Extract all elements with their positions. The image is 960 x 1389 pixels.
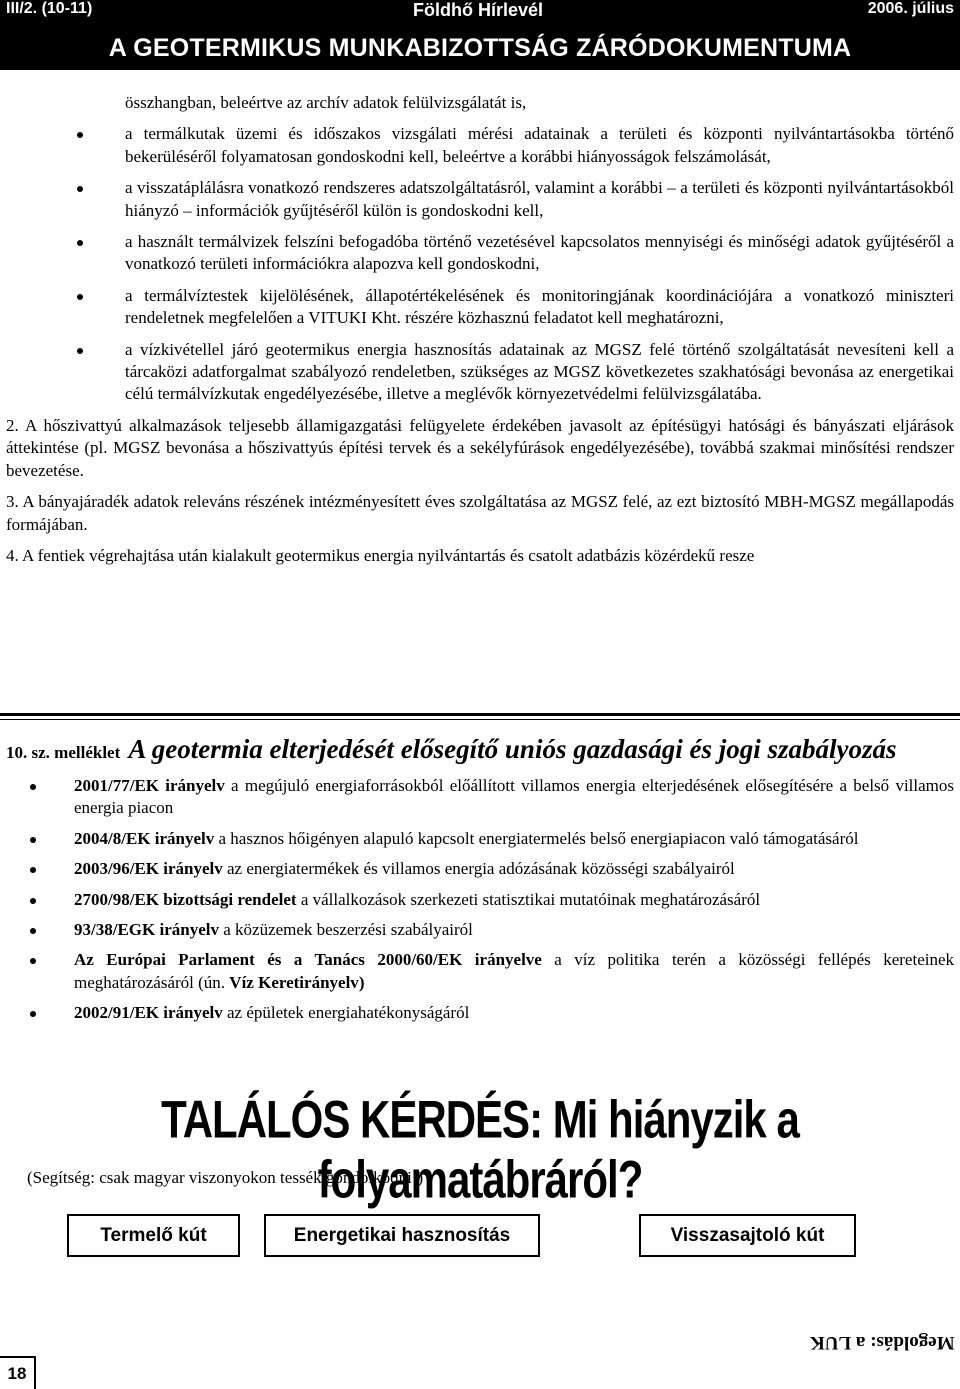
flow-box-production-well: Termelő kút [67,1214,240,1257]
numbered-paragraph: 3. A bányajáradék adatok releváns részének intézményesített éves szolgáltatása az MGSZ felé, az ezt biztosító MBH-MGSZ megállapodás formájában. [6,492,954,534]
regulation-item: Az Európai Parlament és a Tanács 2000/60/EK irányelve a víz politika terén a közösségi fellépés kereteinek meghatározásáról (ún. Víz Keretirányelv) [6,949,954,994]
bullet-dot [77,348,83,354]
bullet-dot [77,294,83,300]
divider-thin [0,719,960,720]
page-number: 18 [0,1356,36,1389]
riddle-hint: (Segítség: csak magyar viszonyokon tessék gondolkodni!) [27,1168,424,1187]
annex-heading [6,734,954,765]
main-text [0,92,960,576]
continuation-text: összhangban, beleértve az archív adatok felülvizsgálatát is, [125,93,527,112]
bullet-item: a visszatáplálásra vonatkozó rendszeres adatszolgáltatásról, valamint a korábbi – a területi és központi nyilvántartásokból hiányzó – információk gyűjtéséről külön is gondoskodni kell, [0,177,960,222]
upside-down-solution: Megoldás: a LUK [810,1332,955,1353]
bullet-dot [77,132,83,138]
flow-box-reinjection-well: Visszasajtoló kút [639,1214,856,1257]
page-header [0,0,960,70]
bullet-item: a termálvíztestek kijelölésének, állapotértékelésének és monitoringjának koordinációjára a vonatkozó miniszteri rendeletnek megfelelően a VITUKI Kht. részére közhasznú feladatot kell meghatározni, [0,285,960,330]
regulation-item: 2700/98/EK bizottsági rendelet a vállalkozások szerkezeti statisztikai mutatóinak meghatározásáról [6,889,954,911]
bullet-dot [30,898,36,904]
numbered-paragraph: 4. A fentiek végrehajtása után kialakult geotermikus energia nyilvántartás és csatolt adatbázis közérdekű resze [6,545,755,565]
bullet-dot [77,240,83,246]
regulation-item: 2004/8/EK irányelv a hasznos hőigényen alapuló kapcsolt energiatermelés belső energiapiacon való támogatásáról [6,828,954,850]
document-title: A GEOTERMIKUS MUNKABIZOTTSÁG ZÁRÓDOKUMENTUMA [108,34,852,62]
bullet-dot [30,958,36,964]
annex-section [6,734,954,1033]
annex-label: 10. sz. melléklet [6,743,121,762]
bullet-dot [30,867,36,873]
journal-name: Földhő Hírlevél [413,0,544,20]
issue-number: III/2. (10-11) [6,0,93,17]
regulation-item: 93/38/EGK irányelv a közüzemek beszerzési szabályairól [6,919,954,941]
regulation-item: 2002/91/EK irányelv az épületek energiahatékonyságáról [6,1002,954,1024]
bullet-dot [30,837,36,843]
numbered-paragraph: 2. A hőszivattyú alkalmazások teljesebb államigazgatási felügyelete érdekében javasolt az építésügyi hatósági és bányászati eljárások áttekintése (pl. MGSZ bevonása a hőszivattyús építési tervek és a sekélyfúrások engedélyezésébe), továbbá szakmai minősítési rendszer bevezetése. [6,415,954,480]
regulation-item: 2003/96/EK irányelv az energiatermékek és villamos energia adózásának közösségi szabályairól [6,858,954,880]
flow-box-energy-utilization: Energetikai hasznosítás [264,1214,540,1257]
regulation-list [6,775,954,1025]
bullet-item: a termálkutak üzemi és időszakos vizsgálati mérési adatainak a területi és központi nyilvántartásokba történő bekerüléséről folyamatosan gondoskodni kell, beleértve a korábbi hiányosságok felszámolását, [0,123,960,168]
bullet-dot [30,928,36,934]
riddle-title: TALÁLÓS KÉRDÉS: Mi hiányzik a folyamatábráról? [161,1090,799,1209]
bullet-item: a használt termálvizek felszíni befogadóba történő vezetésével kapcsolatos mennyiségi és minőségi adatok gyűjtéséről a vonatkozó területi információkra alapozva kell gondoskodni, [0,231,960,276]
bullet-dot [30,784,36,790]
regulation-item: 2001/77/EK irányelv a megújuló energiaforrásokból előállított villamos energia elterjedésének elősegítésére a belső villamos energia piacon [6,775,954,820]
issue-date: 2006. július [867,0,954,17]
bullet-dot [77,186,83,192]
bullet-item: a vízkivétellel járó geotermikus energia hasznosítás adatainak az MGSZ felé történő szolgáltatását nevesíteni kell a tárcaközi adatforgalmat szabályozó rendeletben, szükséges az MGSZ következetes szakhatósági bevonása az energetikai célú termálvízkutak engedélyezésébe, illetve a meglévők környezetvédelmi felülvizsgálatába. [0,339,960,406]
divider-thick [0,713,960,716]
bullet-dot [30,1011,36,1017]
annex-title: A geotermia elterjedését elősegítő uniós gazdasági és jogi szabályozás [128,734,897,764]
